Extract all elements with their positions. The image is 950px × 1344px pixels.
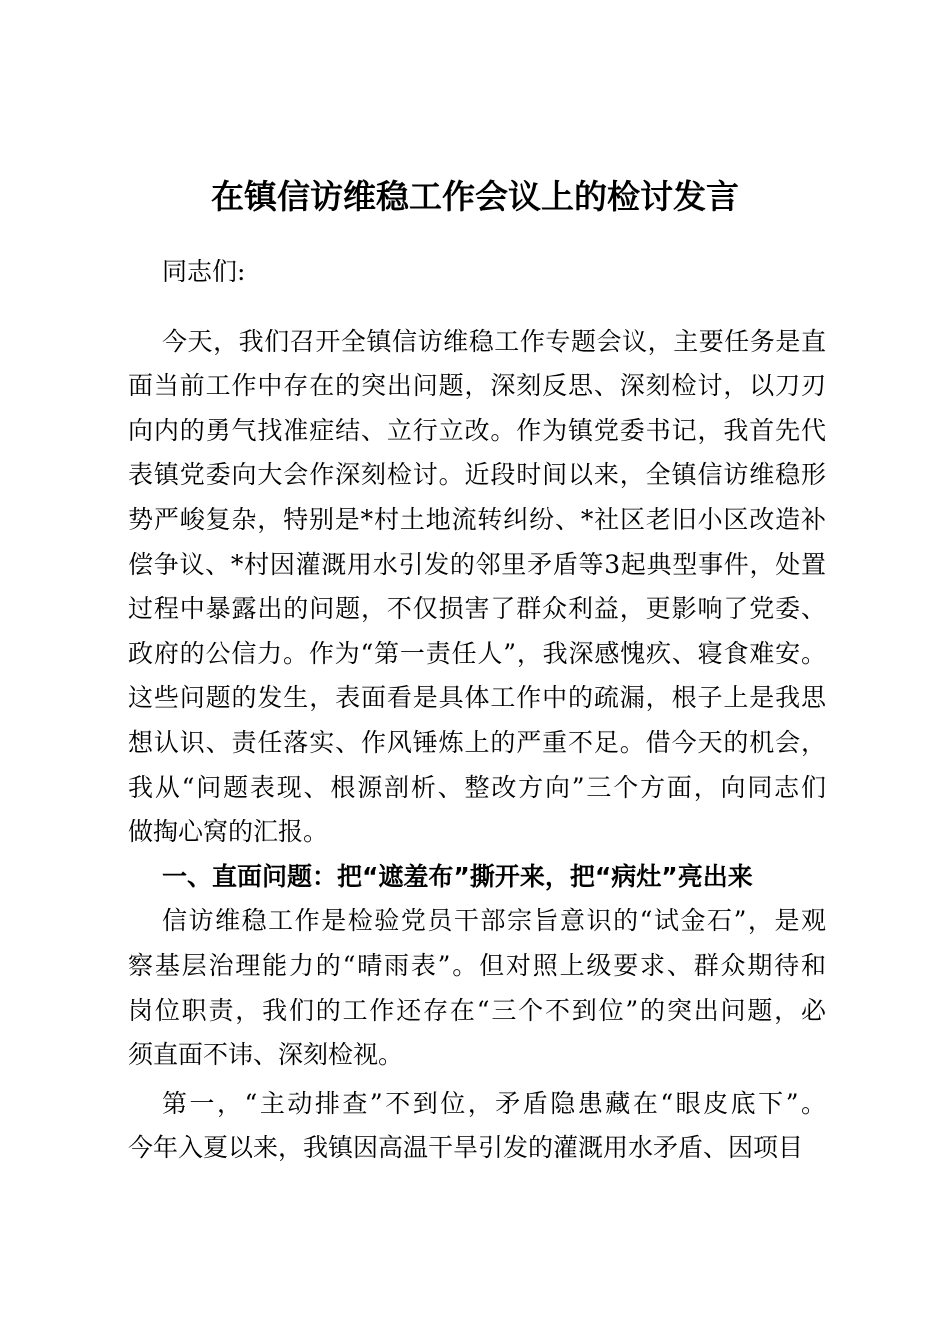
text-line: 政府的公信力。作为“第一责任人”，我深感愧疚、寝食难安。 [128,638,826,668]
text-line: 第一，“主动排查”不到位，矛盾隐患藏在“眼皮底下”。 [162,1088,826,1118]
text-line: 偿争议、*村因灌溉用水引发的邻里矛盾等3起典型事件，处置 [128,549,826,579]
heading-text: 一、直面问题：把“遮羞布”撕开来，把“病灶”亮出来 [162,861,753,891]
paragraph-intro [128,320,826,855]
document-body [128,250,826,1171]
text-line: 过程中暴露出的问题，不仅损害了群众利益，更影响了党委、 [128,594,826,624]
document-title: 在镇信访维稳工作会议上的检讨发言 [211,177,739,216]
text-line: 表镇党委向大会作深刻检讨。近段时间以来，全镇信访维稳形 [128,460,826,490]
text-line: 察基层治理能力的“晴雨表”。但对照上级要求、群众期待和 [128,950,826,980]
salutation: 同志们: [162,257,246,286]
text-line: 须直面不讳、深刻检视。 [128,1040,404,1070]
text-line: 想认识、责任落实、作风锤炼上的严重不足。借今天的机会， [128,727,826,757]
text-line: 向内的勇气找准症结、立行立改。作为镇党委书记，我首先代 [128,415,826,445]
text-line: 面当前工作中存在的突出问题，深刻反思、深刻检讨，以刀刃 [128,371,826,401]
text-line: 信访维稳工作是检验党员干部宗旨意识的“试金石”，是观 [162,906,826,936]
paragraph-point-1 [128,1082,826,1171]
text-line: 岗位职责，我们的工作还存在“三个不到位”的突出问题，必 [128,995,826,1025]
text-line: 今年入夏以来，我镇因高温干旱引发的灌溉用水矛盾、因项目 [128,1133,804,1163]
section-heading-1 [128,855,826,900]
paragraph-section1 [128,899,826,1077]
text-line: 我从“问题表现、根源剖析、整改方向”三个方面，向同志们 [128,772,826,802]
text-line: 势严峻复杂，特别是*村土地流转纠纷、*社区老旧小区改造补 [128,504,826,534]
text-line: 做掏心窝的汇报。 [128,817,329,847]
text-line: 今天，我们召开全镇信访维稳工作专题会议，主要任务是直 [162,326,826,356]
text-line: 这些问题的发生，表面看是具体工作中的疏漏，根子上是我思 [128,683,826,713]
